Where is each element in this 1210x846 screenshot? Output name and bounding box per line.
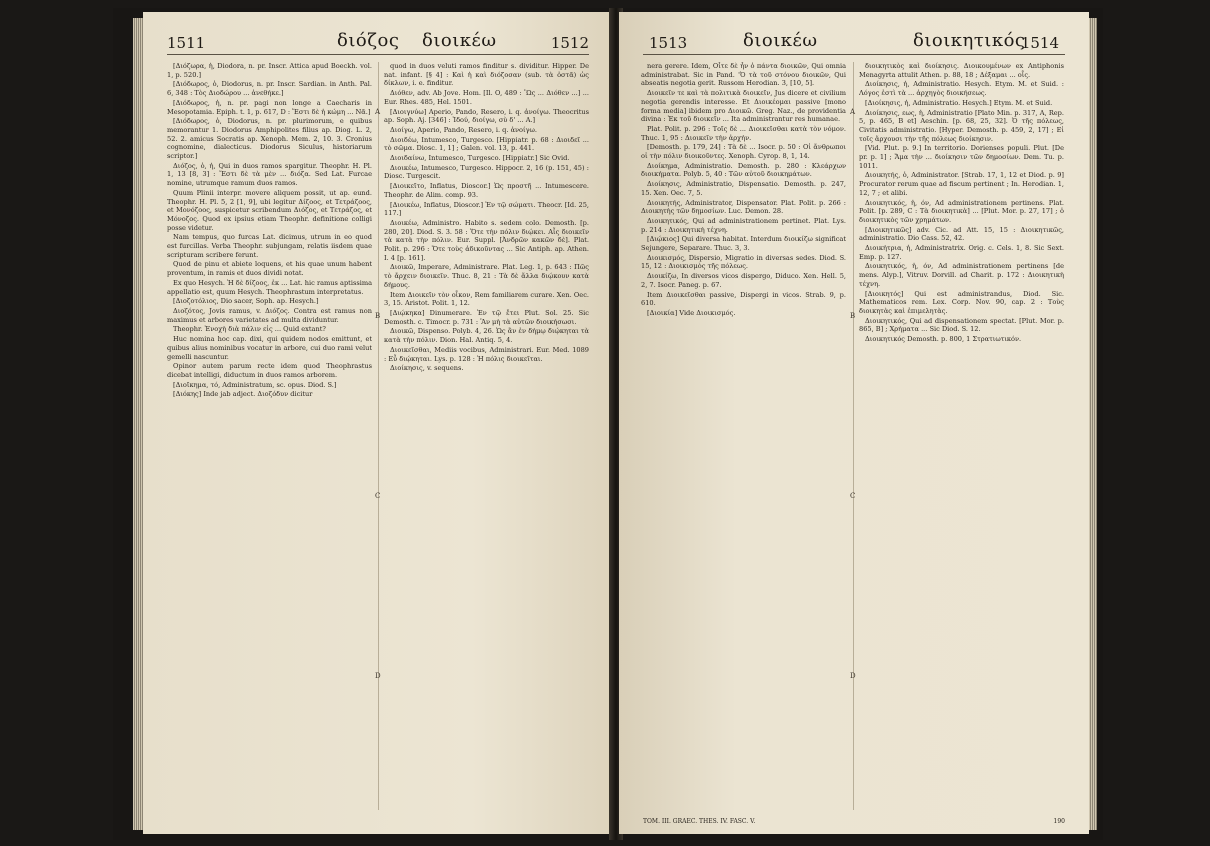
margin-letter: A: [375, 108, 381, 116]
dictionary-entry: Διοικητικός, Qui ad administrationem pertinet. Plat. Lys. p. 214 : Διοικητικὴ τέχνη.: [641, 216, 846, 234]
headword-last: διοικέω: [422, 30, 497, 51]
dictionary-entry: Διόζος, ὁ, ἡ, Qui in duos ramos spargitur. Theophr. H. Pl. 1, 13 [8, 3] : Ἔστι δὲ τὰ μὲν ... διόζα. Sed Lat. Furcae nomine, utrumque ramum duos ramos.: [167, 161, 372, 188]
dictionary-entry: διοικητικὸς καὶ διοίκησις. Διοικουμένων ex Antiphonis Menagyrta attulit Athen. p. 88, 18 ; Δέξαμαι ... οἷς.: [859, 62, 1064, 79]
dictionary-entry: [Διόκης] Inde jab adject. Διοζόδυν dicitur: [173, 390, 313, 399]
page-number: 1514: [1020, 34, 1059, 52]
dictionary-entry: Διοικισμός, Dispersio, Migratio in diversas sedes. Diod. S. 15, 12 : Διοικισμὸς τῆς πόλεως.: [641, 253, 846, 271]
page-number: 1511: [167, 34, 206, 52]
dictionary-entry: Διοίκησις, ἡ, Administratio. Hesych. Etym. M. et Suid. : Λόγος ἐστὶ τὰ ... ἀρχηγὸς διοικήσεως.: [859, 80, 1064, 98]
page-footer: [643, 818, 1065, 828]
dictionary-entry: Διοίγω, Aperio, Pando, Resero, i. q. ἀνοίγω.: [390, 125, 538, 134]
right-page: [619, 12, 1089, 834]
dictionary-entry: Διοικέω, Intumesco, Turgesco. Hippocr. 2, 16 (p. 151, 45) : Diosc. Turgescit.: [384, 163, 589, 181]
dictionary-entry: [Διοικεῖτο, Inflatus, Dioscor.] Ὡς προστῆ ... Intumescere. Theophr. de Alim. comp. 93.: [384, 182, 589, 199]
headword-first: διόζος: [337, 30, 400, 51]
margin-letter: C: [375, 492, 381, 500]
dictionary-entry: Διοίκησις, Administratio, Dispensatio. Demosth. p. 247, 15. Xen. Oec. 7, 5.: [641, 180, 846, 197]
dictionary-entry: Διοικητικός, ἡ, όν, Ad administrationem pertinens [de mens. Alyp.], Vitruv. Dorvill. ad Charit. p. 172 : Διοικητικὴ τέχνη.: [859, 262, 1064, 288]
dictionary-entry: [Διοῖκημα, τό, Administratum, sc. opus. Diod. S.]: [173, 380, 337, 389]
dictionary-entry: [Διῴκιος] Qui diversa habitat. Interdum διοικίζω significat Sejungere, Separare. Thuc. 3, 3.: [641, 235, 846, 253]
dictionary-entry: Theophr. Ἐνοχὴ διὰ πάλιν εἰς ... Quid extant?: [173, 325, 326, 334]
margin-letter: B: [375, 312, 381, 320]
dictionary-entry: Διοζότος, Jovis ramus, v. Διόζος. Contra est ramus non maximus et arbores varietates ad multa dividuntur.: [167, 306, 372, 324]
dictionary-entry: Διοιδέω, Intumesco, Turgesco. [Hippiatr. p. 68 : Διοιδεῖ ... τὸ σῶμα. Diosc. 1, 1] ; Galen. vol. 13, p. 441.: [384, 135, 589, 153]
dictionary-entry: Διοικέω, Administro. Habito s. sedem colo. Demosth. [p. 280, 20]. Diod. S. 3. 58 : Ὅτε τὴν πόλιν διῴκει. Αἷς διοικεῖν τὰ κατὰ τὴν πόλιν. Eur. Suppl. [Ἀνδρῶν κακῶν δὲ]. Plat. Polit. p. 296 : Ὅτε τοὺς ἀδικοῦντας ... Sic Antiph. ap. Athen. I. 4 [p. 161].: [384, 218, 589, 262]
dictionary-entry: Διοίκησις, εως, ἡ, Administratio [Plato Min. p. 317, A, Rep. 5, p. 465, B et] Aeschin. [p. 68, 25, 32]. Ὁ τῆς πόλεως, Civitatis administratio. [Hyper. Demosth. p. 459, 2, 17] ; Εἰ τοῖς ἄρχουσι τὴν τῆς πόλεως διοίκησιν.: [859, 108, 1064, 143]
left-page-edges: [133, 18, 143, 830]
dictionary-entry: Διοικίζω, In diversos vicos dispergo, Diduco. Xen. Hell. 5, 2, 7. Isocr. Paneg. p. 67.: [641, 272, 846, 289]
headword-first: διοικέω: [743, 30, 818, 51]
dictionary-entry: Διοικητικός Demosth. p. 800, 1 Στρατιωτικόν.: [865, 335, 1022, 344]
dictionary-entry: Quum Plinii interpr. movere aliquem possit, ut ap. eund. Theophr. H. Pl. 5, 2 [1, 9], ubi legitur Δίζοος, et Τετράζοος, et Μονόζοος, suspicetur scribendum Διόζος, et Τετράζος, et Μόνοζος. Quod ex ipsius etiam Theophr. definitione colligi posse videtur.: [167, 188, 372, 232]
dictionary-entry: Ex quo Hesych. Ἡ δὲ δίζοος, ἐκ ... Lat. hic ramus aptissima appellatio est, quum Hesych. Theophrastum interpretatus.: [167, 278, 372, 296]
header-rule: [167, 54, 589, 55]
right-running-head: [643, 30, 1065, 56]
dictionary-entry: Plat. Polit. p. 296 : Τοῖς δὲ ... Διοικεῖσθαι κατὰ τὸν νόμον. Thuc. 1, 95 : Διοικεῖν τὴν ἀρχήν.: [641, 124, 846, 142]
margin-letter: D: [850, 672, 856, 680]
column-divider: [853, 62, 854, 810]
dictionary-entry: [Διῴκηκα] Dinumerare. Ἐν τῷ ἔτει Plut. Sol. 25. Sic Demosth. c. Timocr. p. 731 : Ἂν μὴ τὰ αὐτῶν διοικήσωσι.: [384, 308, 589, 326]
left-page: [143, 12, 613, 834]
margin-letter: D: [375, 672, 381, 680]
dictionary-entry: Διοικῶ, Dispenso. Polyb. 4, 26. Ὡς ἂν ἐν δήμῳ διῴκηται τὰ κατὰ τὴν πόλιν. Dion. Hal. Antiq. 5, 4.: [384, 327, 589, 345]
right-column-2: [859, 62, 1064, 814]
dictionary-entry: [Διοιγνύω] Aperio, Pando, Resero, i. q. ἀνοίγω. Theocritus ap. Soph. Aj. [346] : Ἰδού, διοίγω, σὺ δ' ... Α.]: [384, 107, 589, 125]
dictionary-entry: Item Διοικεῖσθαι passive, Dispergi in vicos. Strab. 9, p. 610.: [641, 290, 846, 308]
footer-page-number: 190: [1053, 818, 1065, 825]
dictionary-entry: Διοικητής, Administrator, Dispensator. Plat. Polit. p. 266 : Διοικητὴς τῶν δημοσίων. Luc. Demon. 28.: [641, 198, 846, 216]
dictionary-entry: [Διοικία] Vide Διοικισμός.: [647, 308, 736, 317]
dictionary-entry: Διοικήτρια, ἡ, Administratrix. Orig. c. Cels. 1, 8. Sic Sext. Emp. p. 127.: [859, 244, 1064, 261]
column-divider: [378, 62, 379, 810]
dictionary-entry: [Διόδωρος, ὁ, Diodorus, n. pr. Inscr. Sardian. in Anth. Pal. 6, 348 : Τὸς Διοδώρου ... ἀνεθήκε.]: [167, 80, 372, 98]
dictionary-entry: Διοικητικός, ἡ, όν, Ad administrationem pertinens. Plat. Polit. [p. 289, C : Τὰ διοικητικὰ] ... [Plut. Mor. p. 27, 17] ; ὁ διοικητικὸς τῶν χρημάτων.: [859, 198, 1064, 224]
book-spread: [113, 8, 1103, 840]
printer-signature: TOM. III. GRAEC. THES. IV. FASC. V.: [643, 818, 756, 825]
dictionary-entry: nera gerere. Idem, Οἷτε δὲ ἦν ὁ πάντα διοικῶν, Qui omnia administrabat. Sic in Pand. 'Ὁ τὰ τοῦ στόνου διοικῶν, Qui abseatis negotia gerit. Russom Herodian. 3, [10, 5].: [641, 62, 846, 88]
page-number: 1513: [649, 34, 688, 52]
dictionary-entry: Διοιδαίνω, Intumesco, Turgesco. [Hippiatr.] Sic Ovid.: [390, 154, 570, 163]
dictionary-entry: Διοίκησις, v. sequens.: [390, 364, 464, 373]
dictionary-entry: Nam tempus, quo furcas Lat. dicimus, utrum in eo quod est furcillas. Verba Theophr. subjungam, relatis iisdem quae scripturam scribere ferunt.: [167, 233, 372, 259]
left-column-1: [167, 62, 372, 814]
dictionary-entry: [Διοικέω, Inflatus, Dioscor.] Ἐν τῷ σώματι. Theocr. [Id. 25, 117.]: [384, 200, 589, 218]
dictionary-entry: Διοικεῖσθαι, Mediis vocibus, Administrari. Eur. Med. 1089 : Εὖ διῴκηται. Lys. p. 128 : Ἡ πόλις διοικεῖται.: [384, 345, 589, 363]
dictionary-entry: [Διοζοτόλιος, Dio sacer, Soph. ap. Hesych.]: [173, 297, 319, 306]
margin-letter: C: [850, 492, 856, 500]
dictionary-entry: [Διόζωρα, ἡ, Diodora, n. pr. Inscr. Attica apud Boeckh. vol. 1, p. 520.]: [167, 62, 372, 79]
margin-letter: A: [850, 108, 856, 116]
dictionary-entry: quod in duos veluti ramos finditur s. dividitur. Hipper. De nat. infant. [§ 4] : Καὶ ἡ καὶ διόζοσαν (sub. τὰ ὀστᾶ) ὡς δίκλων, i. e. finditur.: [384, 62, 589, 88]
dictionary-entry: [Διοικητός] Qui est administrandus, Diod. Sic. Mathematicos rem. Lex. Corp. Nov. 90, cap. 2 : Τοὺς διοικητὰς καὶ ἐπιμελητὰς.: [859, 289, 1064, 315]
dictionary-entry: [Διόδωρος, ὁ, Diodorus, n. pr. plurimorum, e quibus memorantur 1. Diodorus Amphipolites filius ap. Diog. L. 2, 52. 2. amicus Socratis ap. Xenoph. Mem. 2, 10. 3. Cronius cognomine, dialecticus. Diodorus Siculus, historiarum scriptor.]: [167, 117, 372, 161]
dictionary-entry: [Διόδωρος, ἡ, n. pr. pagi non longe a Caecharis in Mesopotamia. Epiph. t. 1, p. 617, D : Ἔστι δὲ ἡ κώμη ... Νᾶ.]: [167, 98, 372, 116]
dictionary-entry: [Διοικητικῶς] adv. Cic. ad Att. 15, 15 : Διοικητικῶς, administratio. Dio Cass. 52, 42.: [859, 225, 1064, 243]
dictionary-entry: Διοικῶ, Imperare, Administrare. Plat. Leg. 1, p. 643 : Πῶς τὸ ἄρχειν διοικεῖν. Thuc. 8, 21 : Τὰ δὲ ἄλλα διῴκουν κατὰ δήμους.: [384, 263, 589, 289]
dictionary-entry: Διοικεῖν τε καὶ τὰ πολιτικὰ διοικεῖν, Jus dicere et civilium negotia gerendis interesse. Et Διοικέομαι passive [mono forma media] ibidem pro Διοικῶ. Greg. Naz., de providentia divina : Ἐκ τοῦ διοικεῖν ... Ita administrantur res humanae.: [641, 89, 846, 124]
headword-last: διοικητικός: [913, 30, 1026, 51]
margin-letter: B: [850, 312, 856, 320]
dictionary-entry: Διόθεν, adv. Ab Jove. Hom. [Il. O, 489 : Ὣς ... Διόθεν ...] ... Eur. Rhes. 485, Hel. 1501.: [384, 89, 589, 106]
right-column-1: [641, 62, 846, 814]
header-rule: [643, 54, 1065, 55]
dictionary-entry: Quod de pinu et abiete loquens, et his quae unum habent proventum, in ramis et duos dividi notat.: [167, 260, 372, 278]
dictionary-entry: [Διοίκησις, ἡ, Administratio. Hesych.] Etym. M. et Suid.: [865, 98, 1053, 107]
dictionary-entry: Διοικητής, ὁ, Administrator. [Strab. 17, 1, 12 et Diod. p. 9] Procurator rerum quae ad fiscum pertinent ; In. Herodian. 1, 12, 7 ; et alibi.: [859, 171, 1064, 197]
dictionary-entry: Opinor autem parum recte idem quod Theophrastus dicebat intelligi, diductum in duos ramos arborem.: [167, 362, 372, 379]
left-running-head: [167, 30, 589, 56]
dictionary-entry: Διοικητικός, Qui ad dispensationem spectat. [Plut. Mor. p. 865, B] ; Χρήματα ... Sic Diod. S. 12.: [859, 316, 1064, 334]
dictionary-entry: [Demosth. p. 179, 24] : Τὰ δὲ ... Isocr. p. 50 : Οἱ ἄνθρωποι οἱ τὴν πόλιν διοικοῦντες. Xenoph. Cyrop. 8, 1, 14.: [641, 143, 846, 161]
dictionary-entry: Διοίκημα, Administratio. Demosth. p. 280 : Κλεάρχων διοικήματα. Polyb. 5, 40 : Τῶν αὐτοῦ διοικημάτων.: [641, 161, 846, 179]
dictionary-entry: Huc nomina hoc cap. dixi, qui quidem nodos emittunt, et quibus alius nominibus vocatur in arbore, cui duo rami velut gemelli nascuntur.: [167, 335, 372, 361]
dictionary-entry: [Vid. Plut. p. 9.] In territorio. Dorienses populi. Plut. [De pr. p. 1] ; Ἄμα τὴν ... διοίκησιν τῶν δημοσίων. Dem. Tu. p. 1011.: [859, 144, 1064, 170]
left-column-2: [384, 62, 589, 814]
page-number: 1512: [550, 34, 589, 52]
dictionary-entry: Item Διοικεῖν τὸν οἶκον, Rem familiarem curare. Xen. Oec. 3, 15. Aristot. Polit. 1, 12.: [384, 290, 589, 308]
